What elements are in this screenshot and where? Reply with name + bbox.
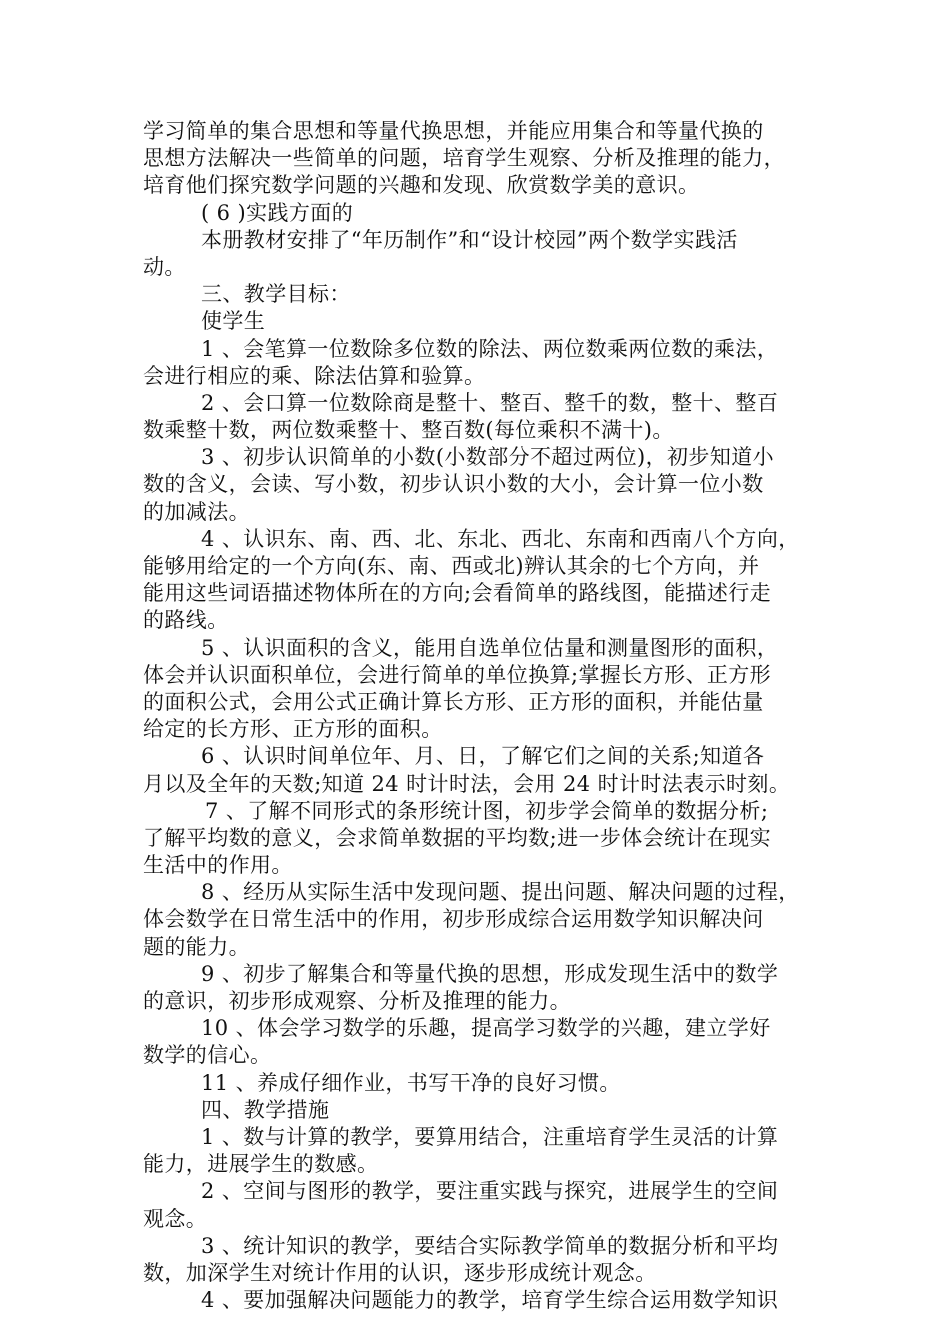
text-line: 本册教材安排了“年历制作”和“设计校园”两个数学实践活 [201, 227, 738, 252]
text-line: 使学生 [201, 309, 266, 334]
text-line: 数乘整十数，两位数乘整十、整百数(每位乘积不满十)。 [143, 418, 674, 443]
text-line: 学习简单的集合思想和等量代换思想，并能应用集合和等量代换的 [143, 119, 764, 143]
list-item-goal-5: 5 、认识面积的含义，能用自选单位估量和测量图形的面积， [201, 635, 779, 660]
text-line: 的意识，初步形成观察、分析及推理的能力。 [143, 989, 571, 1013]
list-item-goal-8: 8 、经历从实际生活中发现问题、提出问题、解决问题的过程， [201, 880, 800, 905]
list-item-goal-1: 1 、会笔算一位数除多位数的除法、两位数乘两位数的乘法， [201, 336, 779, 361]
text-line: 体会并认识面积单位，会进行简单的单位换算;掌握长方形、正方形 [143, 662, 772, 687]
list-item-measure-1: 1 、数与计算的教学，要算用结合，注重培育学生灵活的计算 [201, 1124, 779, 1149]
list-item-goal-2: 2 、会口算一位数除商是整十、整百、整千的数，整十、整百 [201, 390, 779, 415]
text-line: 数的含义，会读、写小数，初步认识小数的大小，会计算一位小数 [143, 472, 764, 497]
text-line: 的路线。 [143, 608, 229, 633]
text-line: 生活中的作用。 [143, 853, 293, 878]
list-item-goal-4: 4 、认识东、南、西、北、东北、西北、东南和西南八个方向， [201, 526, 800, 551]
list-item-measure-2: 2 、空间与图形的教学，要注重实践与探究，进展学生的空间 [201, 1179, 779, 1204]
text-line: 的面积公式，会用公式正确计算长方形、正方形的面积，并能估量 [143, 689, 764, 714]
text-line: 给定的长方形、正方形的面积。 [143, 717, 443, 742]
text-line: 题的能力。 [143, 934, 250, 959]
text-line: 了解平均数的意义，会求简单数据的平均数;进一步体会统计在现实 [143, 825, 772, 850]
document-page [143, 118, 815, 1314]
text-line: 会进行相应的乘、除法估算和验算。 [143, 363, 486, 388]
text-line: 数学的信心。 [143, 1043, 272, 1068]
text-line: 能力，进展学生的数感。 [143, 1152, 379, 1177]
text-line: 动。 [143, 254, 186, 279]
text-line: 月以及全年的天数;知道 24 时计时法，会用 24 时计时法表示时刻。 [143, 771, 791, 796]
list-item-goal-3: 3 、初步认识简单的小数(小数部分不超过两位)，初步知道小 [201, 445, 775, 470]
text-line: 能用这些词语描述物体所在的方向;会看简单的路线图，能描述行走 [143, 581, 772, 606]
section-heading-measures: 四、教学措施 [201, 1097, 330, 1122]
section-heading-goals: 三、教学目标： [201, 282, 351, 307]
text-line: 数，加深学生对统计作用的认识，逐步形成统计观念。 [143, 1260, 657, 1285]
text-line: 思想方法解决一些简单的问题，培育学生观察、分析及推理的能力， [143, 146, 785, 171]
list-item-measure-4: 4 、要加强解决问题能力的教学，培育学生综合运用数学知识 [201, 1288, 779, 1313]
text-line: 能够用给定的一个方向(东、南、西或北)辨认其余的七个方向，并 [143, 554, 760, 578]
list-item-goal-11: 11 、养成仔细作业，书写干净的良好习惯。 [201, 1070, 621, 1095]
list-item-goal-9: 9 、初步了解集合和等量代换的思想，形成发现生活中的数学 [201, 961, 779, 986]
text-line: 培育他们探究数学问题的兴趣和发现、欣赏数学美的意识。 [143, 173, 700, 198]
section-heading-practice: ( 6 )实践方面的 [201, 200, 354, 225]
list-item-goal-7: 7 、了解不同形式的条形统计图，初步学会简单的数据分析; [205, 798, 769, 823]
text-line: 的加减法。 [143, 499, 250, 524]
list-item-goal-10: 10 、体会学习数学的乐趣，提高学习数学的兴趣，建立学好 [201, 1016, 771, 1041]
list-item-goal-6: 6 、认识时间单位年、月、日，了解它们之间的关系;知道各 [201, 744, 765, 769]
text-line: 体会数学在日常生活中的作用，初步形成综合运用数学知识解决问 [143, 907, 764, 932]
text-line: 观念。 [143, 1206, 208, 1231]
list-item-measure-3: 3 、统计知识的教学，要结合实际教学简单的数据分析和平均 [201, 1233, 779, 1258]
